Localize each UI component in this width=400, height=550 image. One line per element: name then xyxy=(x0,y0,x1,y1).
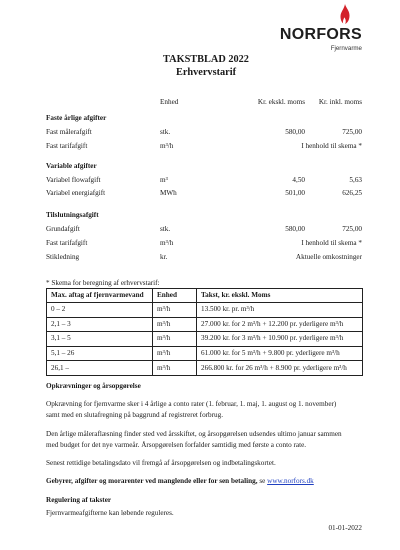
schema-caption: * Skema for beregning af erhvervstarif: xyxy=(46,278,160,287)
schema-cell-capacity: 26,1 – xyxy=(47,361,153,376)
section-heading-label: Faste årlige afgifter xyxy=(46,113,107,122)
billing-heading: Opkrævninger og årsopgørelse xyxy=(46,381,141,390)
schema-header-unit: Enhed xyxy=(153,289,197,303)
billing-paragraph-line: med budget for det nye varmeår. Årsopgørelsen forfalder samtidig med første a conto rate. xyxy=(46,440,307,449)
fees-notice xyxy=(46,477,314,486)
header-incl-vat: Kr. inkl. moms xyxy=(318,98,362,106)
schema-cell-rate: 61.000 kr. for 5 m³/h + 9.800 pr. yderligere m³/h xyxy=(197,346,363,361)
schema-cell-unit: m³/h xyxy=(153,346,197,361)
schema-cell-unit: m³/h xyxy=(153,317,197,332)
section-heading-connection-fees xyxy=(46,211,362,220)
price-row-note: I henhold til skema * xyxy=(301,238,362,247)
schema-header-capacity: Max. aftag af fjernvarmevand xyxy=(47,289,153,303)
price-row-label: Fast målerafgift xyxy=(46,127,92,136)
price-row-incl-vat: 5,63 xyxy=(349,175,362,184)
schema-cell-rate: 39.200 kr. for 3 m³/h + 10.900 pr. yderligere m³/h xyxy=(197,332,363,347)
price-row-incl-vat: 725,00 xyxy=(342,224,362,233)
price-row-note: I henhold til skema * xyxy=(301,141,362,150)
billing-paragraph-line: samt med en slutafregning på baggrund af registreret forbrug. xyxy=(46,410,224,419)
billing-paragraph-line: Senest rettidige betalingsdato vil fremgå af årsopgørelsen og indbetalingskortet. xyxy=(46,458,276,467)
document-date: 01-01-2022 xyxy=(328,523,362,532)
price-row-excl-vat: 501,00 xyxy=(285,188,305,197)
price-row-excl-vat: 580,00 xyxy=(285,127,305,136)
price-row-excl-vat: 4,50 xyxy=(292,175,305,184)
price-row-note: Aktuelle omkostninger xyxy=(295,252,362,261)
price-row-label: Variabel energiafgift xyxy=(46,188,106,197)
header-unit: Enhed xyxy=(160,98,179,106)
price-table-header xyxy=(46,98,362,107)
price-row-unit: stk. xyxy=(160,224,171,233)
price-row xyxy=(46,128,362,137)
section-heading-label: Variable afgifter xyxy=(46,161,97,170)
logo-tagline: Fjernvarme xyxy=(330,45,362,52)
price-row-excl-vat: 580,00 xyxy=(285,224,305,233)
fees-text: Gebyrer, afgifter og morarenter ved manglende eller for sen betaling, xyxy=(46,476,258,485)
price-row-label: Variabel flowafgift xyxy=(46,175,101,184)
schema-cell-capacity: 5,1 – 26 xyxy=(47,346,153,361)
schema-cell-unit: m³/h xyxy=(153,332,197,347)
price-row-unit: stk. xyxy=(160,127,171,136)
schema-cell-rate: 13.500 kr. pr. m³/h xyxy=(197,303,363,318)
billing-paragraph-line: Opkrævning for fjernvarme sker i 4 årlige a conto rater (1. februar, 1. maj, 1. august og 1. november) xyxy=(46,399,337,408)
schema-cell-rate: 266.800 kr. for 26 m³/h + 8.900 pr. yderligere m³/h xyxy=(197,361,363,376)
schema-cell-unit: m³/h xyxy=(153,361,197,376)
schema-cell-capacity: 3,1 – 5 xyxy=(47,332,153,347)
price-row xyxy=(46,225,362,234)
logo-wordmark: NORFORS xyxy=(279,26,362,43)
schema-cell-capacity: 2,1 – 3 xyxy=(47,317,153,332)
schema-row xyxy=(47,361,363,376)
schema-header-rate: Takst, kr. ekskl. Moms xyxy=(197,289,363,303)
regulation-heading: Regulering af takster xyxy=(46,495,112,504)
schema-cell-unit: m³/h xyxy=(153,303,197,318)
norfors-website-link[interactable]: www.norfors.dk xyxy=(267,476,314,485)
price-row-label: Fast tarifafgift xyxy=(46,141,88,150)
price-row-unit: kr. xyxy=(160,252,168,261)
price-row-label: Grundafgift xyxy=(46,224,80,233)
schema-header-row xyxy=(47,289,363,303)
price-row-unit: MWh xyxy=(160,188,177,197)
price-row-unit: m³/h xyxy=(160,141,174,150)
price-row xyxy=(46,253,362,262)
section-heading-fixed-fees xyxy=(46,114,362,123)
tariff-schema-table xyxy=(46,288,363,376)
price-row xyxy=(46,189,362,198)
section-heading-label: Tilslutningsafgift xyxy=(46,210,99,219)
price-row xyxy=(46,176,362,185)
price-row-label: Fast tarifafgift xyxy=(46,238,88,247)
schema-row xyxy=(47,346,363,361)
price-row xyxy=(46,142,362,151)
schema-row xyxy=(47,332,363,347)
price-row-incl-vat: 725,00 xyxy=(342,127,362,136)
price-row-incl-vat: 626,25 xyxy=(342,188,362,197)
price-row-label: Stikledning xyxy=(46,252,80,261)
price-row-unit: m³ xyxy=(160,175,168,184)
section-heading-variable-fees xyxy=(46,162,362,171)
schema-cell-rate: 27.000 kr. for 2 m³/h + 12.200 pr. yderligere m³/h xyxy=(197,317,363,332)
price-row xyxy=(46,239,362,248)
price-row-unit: m³/h xyxy=(160,238,174,247)
billing-paragraph-line: Den årlige måleraflæsning finder sted ved årsskiftet, og årsopgørelsen udsendes ultimo januar sammen xyxy=(46,429,342,438)
fees-see: se xyxy=(259,476,266,485)
page-title: TAKSTBLAD 2022 xyxy=(163,54,249,65)
schema-cell-capacity: 0 – 2 xyxy=(47,303,153,318)
header-excl-vat: Kr. ekskl. moms xyxy=(257,98,305,106)
flame-icon xyxy=(340,4,350,24)
page-subtitle: Erhvervstarif xyxy=(175,67,237,78)
schema-row xyxy=(47,303,363,318)
schema-row xyxy=(47,317,363,332)
regulation-text: Fjernvarmeafgifterne kan løbende reguleres. xyxy=(46,508,174,517)
